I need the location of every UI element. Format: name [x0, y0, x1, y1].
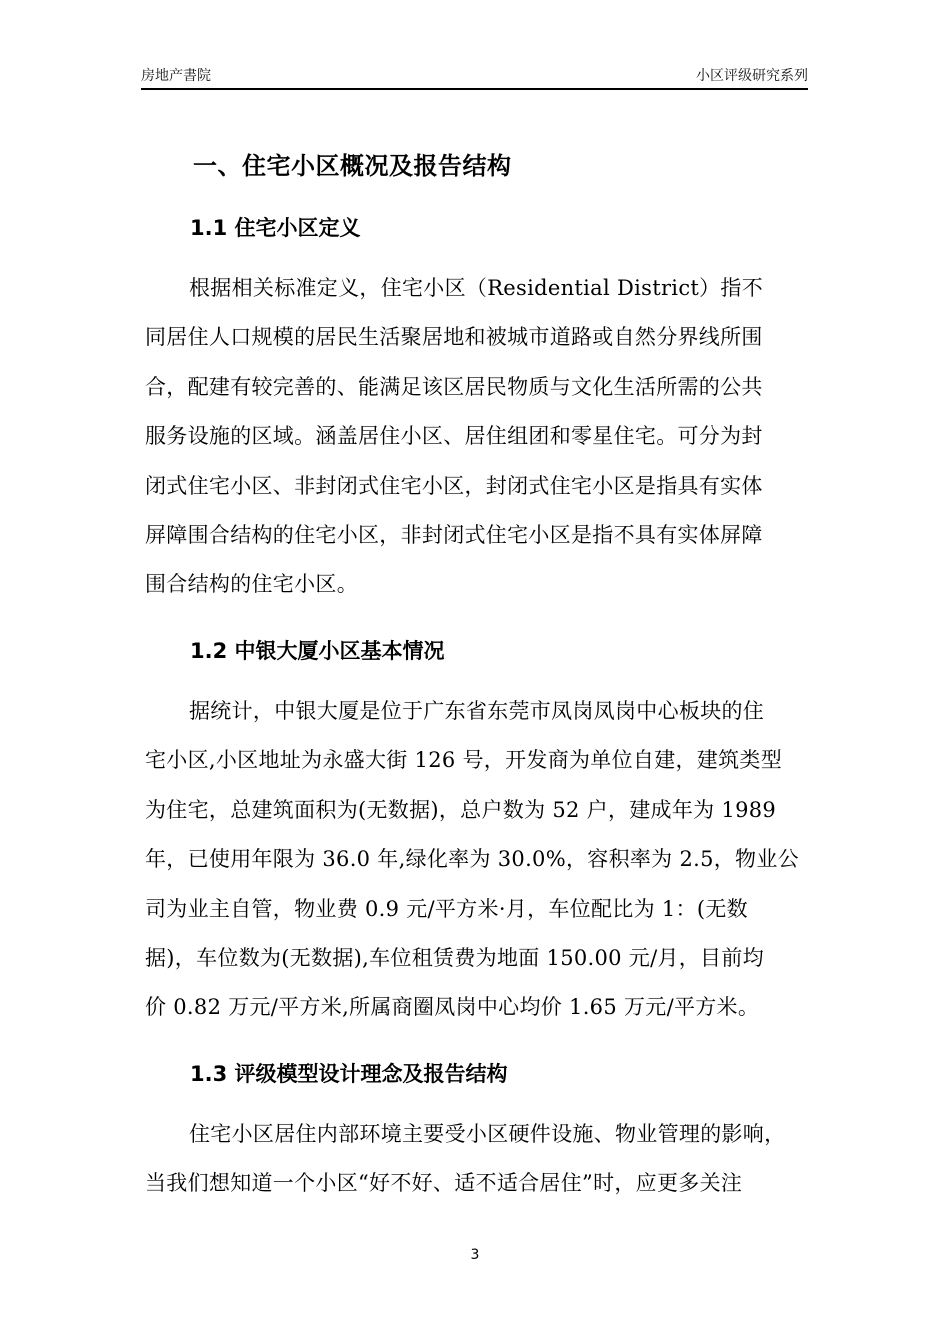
header-publisher: 房地产書院: [141, 68, 211, 84]
header-series: 小区评级研究系列: [696, 68, 808, 84]
chapter-title: 一、住宅小区概况及报告结构: [193, 152, 512, 180]
text-line: 屏障围合结构的住宅小区，非封闭式住宅小区是指不具有实体屏障: [145, 522, 763, 547]
text-line: 住宅小区居住内部环境主要受小区硬件设施、物业管理的影响，: [189, 1122, 786, 1146]
section-1-3-paragraph: [145, 1110, 810, 1209]
page-number: 3: [470, 1247, 480, 1263]
text-line: 合，配建有较完善的、能满足该区居民物质与文化生活所需的公共: [145, 374, 763, 399]
page-header: [141, 66, 808, 90]
section-title-1-3: 1.3 评级模型设计理念及报告结构: [190, 1062, 508, 1086]
text-line: 闭式住宅小区、非封闭式住宅小区，封闭式住宅小区是指具有实体: [145, 473, 763, 498]
text-line: 价 0.82 万元/平方米,所属商圈凤岗中心均价 1.65 万元/平方米。: [145, 995, 760, 1020]
text-line: 司为业主自管，物业费 0.9 元/平方米·月，车位配比为 1：(无数: [145, 896, 748, 921]
section-title-1-1: 1.1 住宅小区定义: [190, 216, 361, 240]
text-line: 服务设施的区域。涵盖居住小区、居住组团和零星住宅。可分为封: [145, 424, 763, 449]
text-line: 据)，车位数为(无数据),车位租赁费为地面 150.00 元/月，目前均: [145, 945, 764, 970]
section-title-1-2: 1.2 中银大厦小区基本情况: [190, 639, 445, 663]
text-line: 根据相关标准定义，住宅小区（Residential District）指不: [189, 276, 764, 300]
text-line: 年，已使用年限为 36.0 年,绿化率为 30.0%，容积率为 2.5，物业公: [145, 847, 799, 872]
text-line: 当我们想知道一个小区“好不好、适不适合居住”时，应更多关注: [145, 1171, 743, 1196]
text-line: 据统计，中银大厦是位于广东省东莞市凤岗凤岗中心板块的住: [189, 699, 765, 723]
text-line: 同居住人口规模的居民生活聚居地和被城市道路或自然分界线所围: [145, 325, 763, 350]
section-1-1-paragraph: [145, 264, 810, 610]
text-line: 宅小区,小区地址为永盛大街 126 号，开发商为单位自建，建筑类型: [145, 748, 783, 773]
text-line: 围合结构的住宅小区。: [145, 572, 358, 597]
section-1-2-paragraph: [145, 687, 810, 1033]
text-line: 为住宅，总建筑面积为(无数据)，总户数为 52 户，建成年为 1989: [145, 797, 777, 822]
